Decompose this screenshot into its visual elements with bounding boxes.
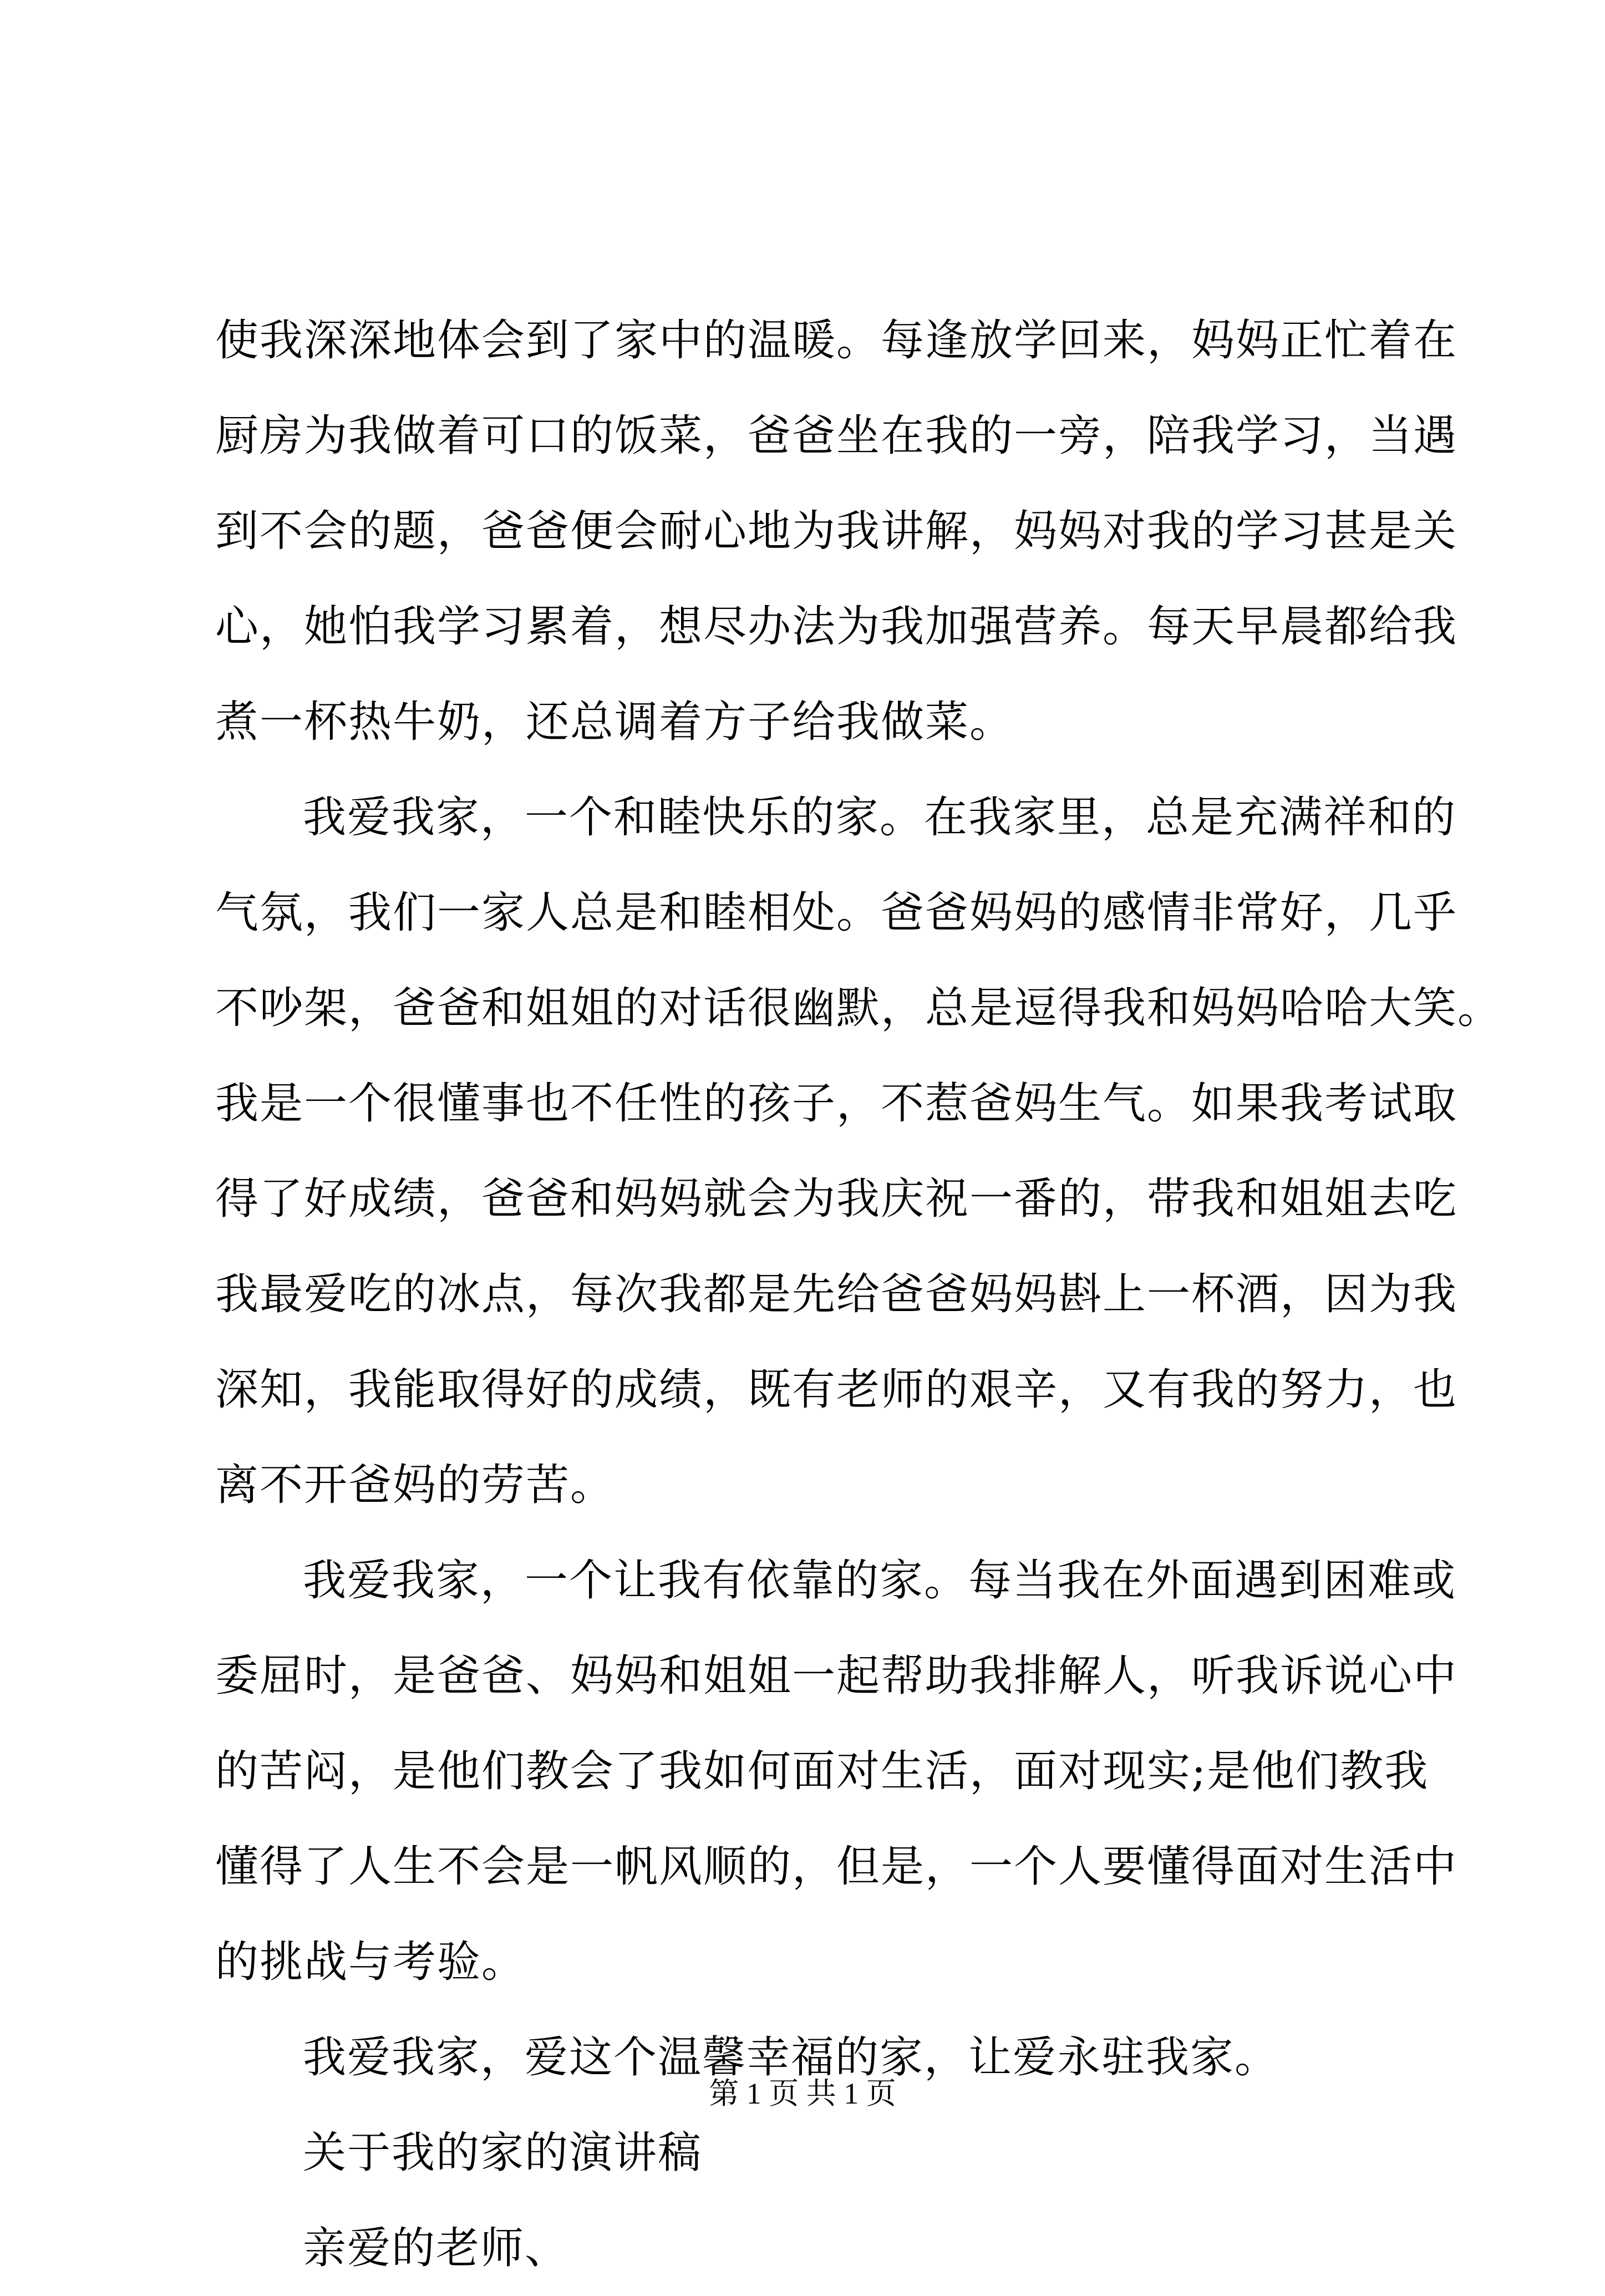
text-line: 我最爱吃的冰点，每次我都是先给爸爸妈妈斟上一杯酒，因为我 bbox=[215, 1269, 1458, 1319]
text-line: 我是一个很懂事也不任性的孩子，不惹爸妈生气。如果我考试取 bbox=[215, 1079, 1458, 1129]
text-line: 厨房为我做着可口的饭菜，爸爸坐在我的一旁，陪我学习，当遇 bbox=[215, 411, 1458, 461]
text-line: 使我深深地体会到了家中的温暖。每逢放学回来，妈妈正忙着在 bbox=[215, 316, 1458, 365]
document-body bbox=[215, 293, 1502, 2296]
text-line: 我爱我家，爱这个温馨幸福的家，让爱永驻我家。 bbox=[303, 2033, 1279, 2082]
text-line: 得了好成绩，爸爸和妈妈就会为我庆祝一番的，带我和姐姐去吃 bbox=[215, 1174, 1458, 1224]
text-line: 深知，我能取得好的成绩，既有老师的艰辛，又有我的努力，也 bbox=[215, 1365, 1458, 1415]
text-line: 我爱我家，一个和睦快乐的家。在我家里，总是充满祥和的 bbox=[303, 793, 1457, 842]
text-line: 委屈时，是爸爸、妈妈和姐姐一起帮助我排解人，听我诉说心中 bbox=[215, 1651, 1458, 1701]
text-line: 离不开爸妈的劳苦。 bbox=[215, 1460, 615, 1510]
page-footer: 第 1 页 共 1 页 bbox=[709, 2077, 896, 2110]
text-line: 的挑战与考验。 bbox=[215, 1937, 526, 1987]
text-line: 不吵架，爸爸和姐姐的对话很幽默，总是逗得我和妈妈哈哈大笑。 bbox=[215, 983, 1502, 1033]
salutation: 亲爱的老师、 bbox=[303, 2223, 570, 2273]
text-line: 的苦闷，是他们教会了我如何面对生活，面对现实;是他们教我 bbox=[215, 1746, 1429, 1796]
speech-title: 关于我的家的演讲稿 bbox=[303, 2128, 703, 2178]
text-line: 气氛，我们一家人总是和睦相处。爸爸妈妈的感情非常好，几乎 bbox=[215, 888, 1458, 938]
text-line: 懂得了人生不会是一帆风顺的，但是，一个人要懂得面对生活中 bbox=[215, 1842, 1458, 1892]
text-line: 煮一杯热牛奶，还总调着方子给我做菜。 bbox=[215, 697, 1014, 747]
text-line: 心，她怕我学习累着，想尽办法为我加强营养。每天早晨都给我 bbox=[215, 602, 1458, 652]
text-line: 到不会的题，爸爸便会耐心地为我讲解，妈妈对我的学习甚是关 bbox=[215, 506, 1458, 556]
text-line: 我爱我家，一个让我有依靠的家。每当我在外面遇到困难或 bbox=[303, 1556, 1457, 1606]
